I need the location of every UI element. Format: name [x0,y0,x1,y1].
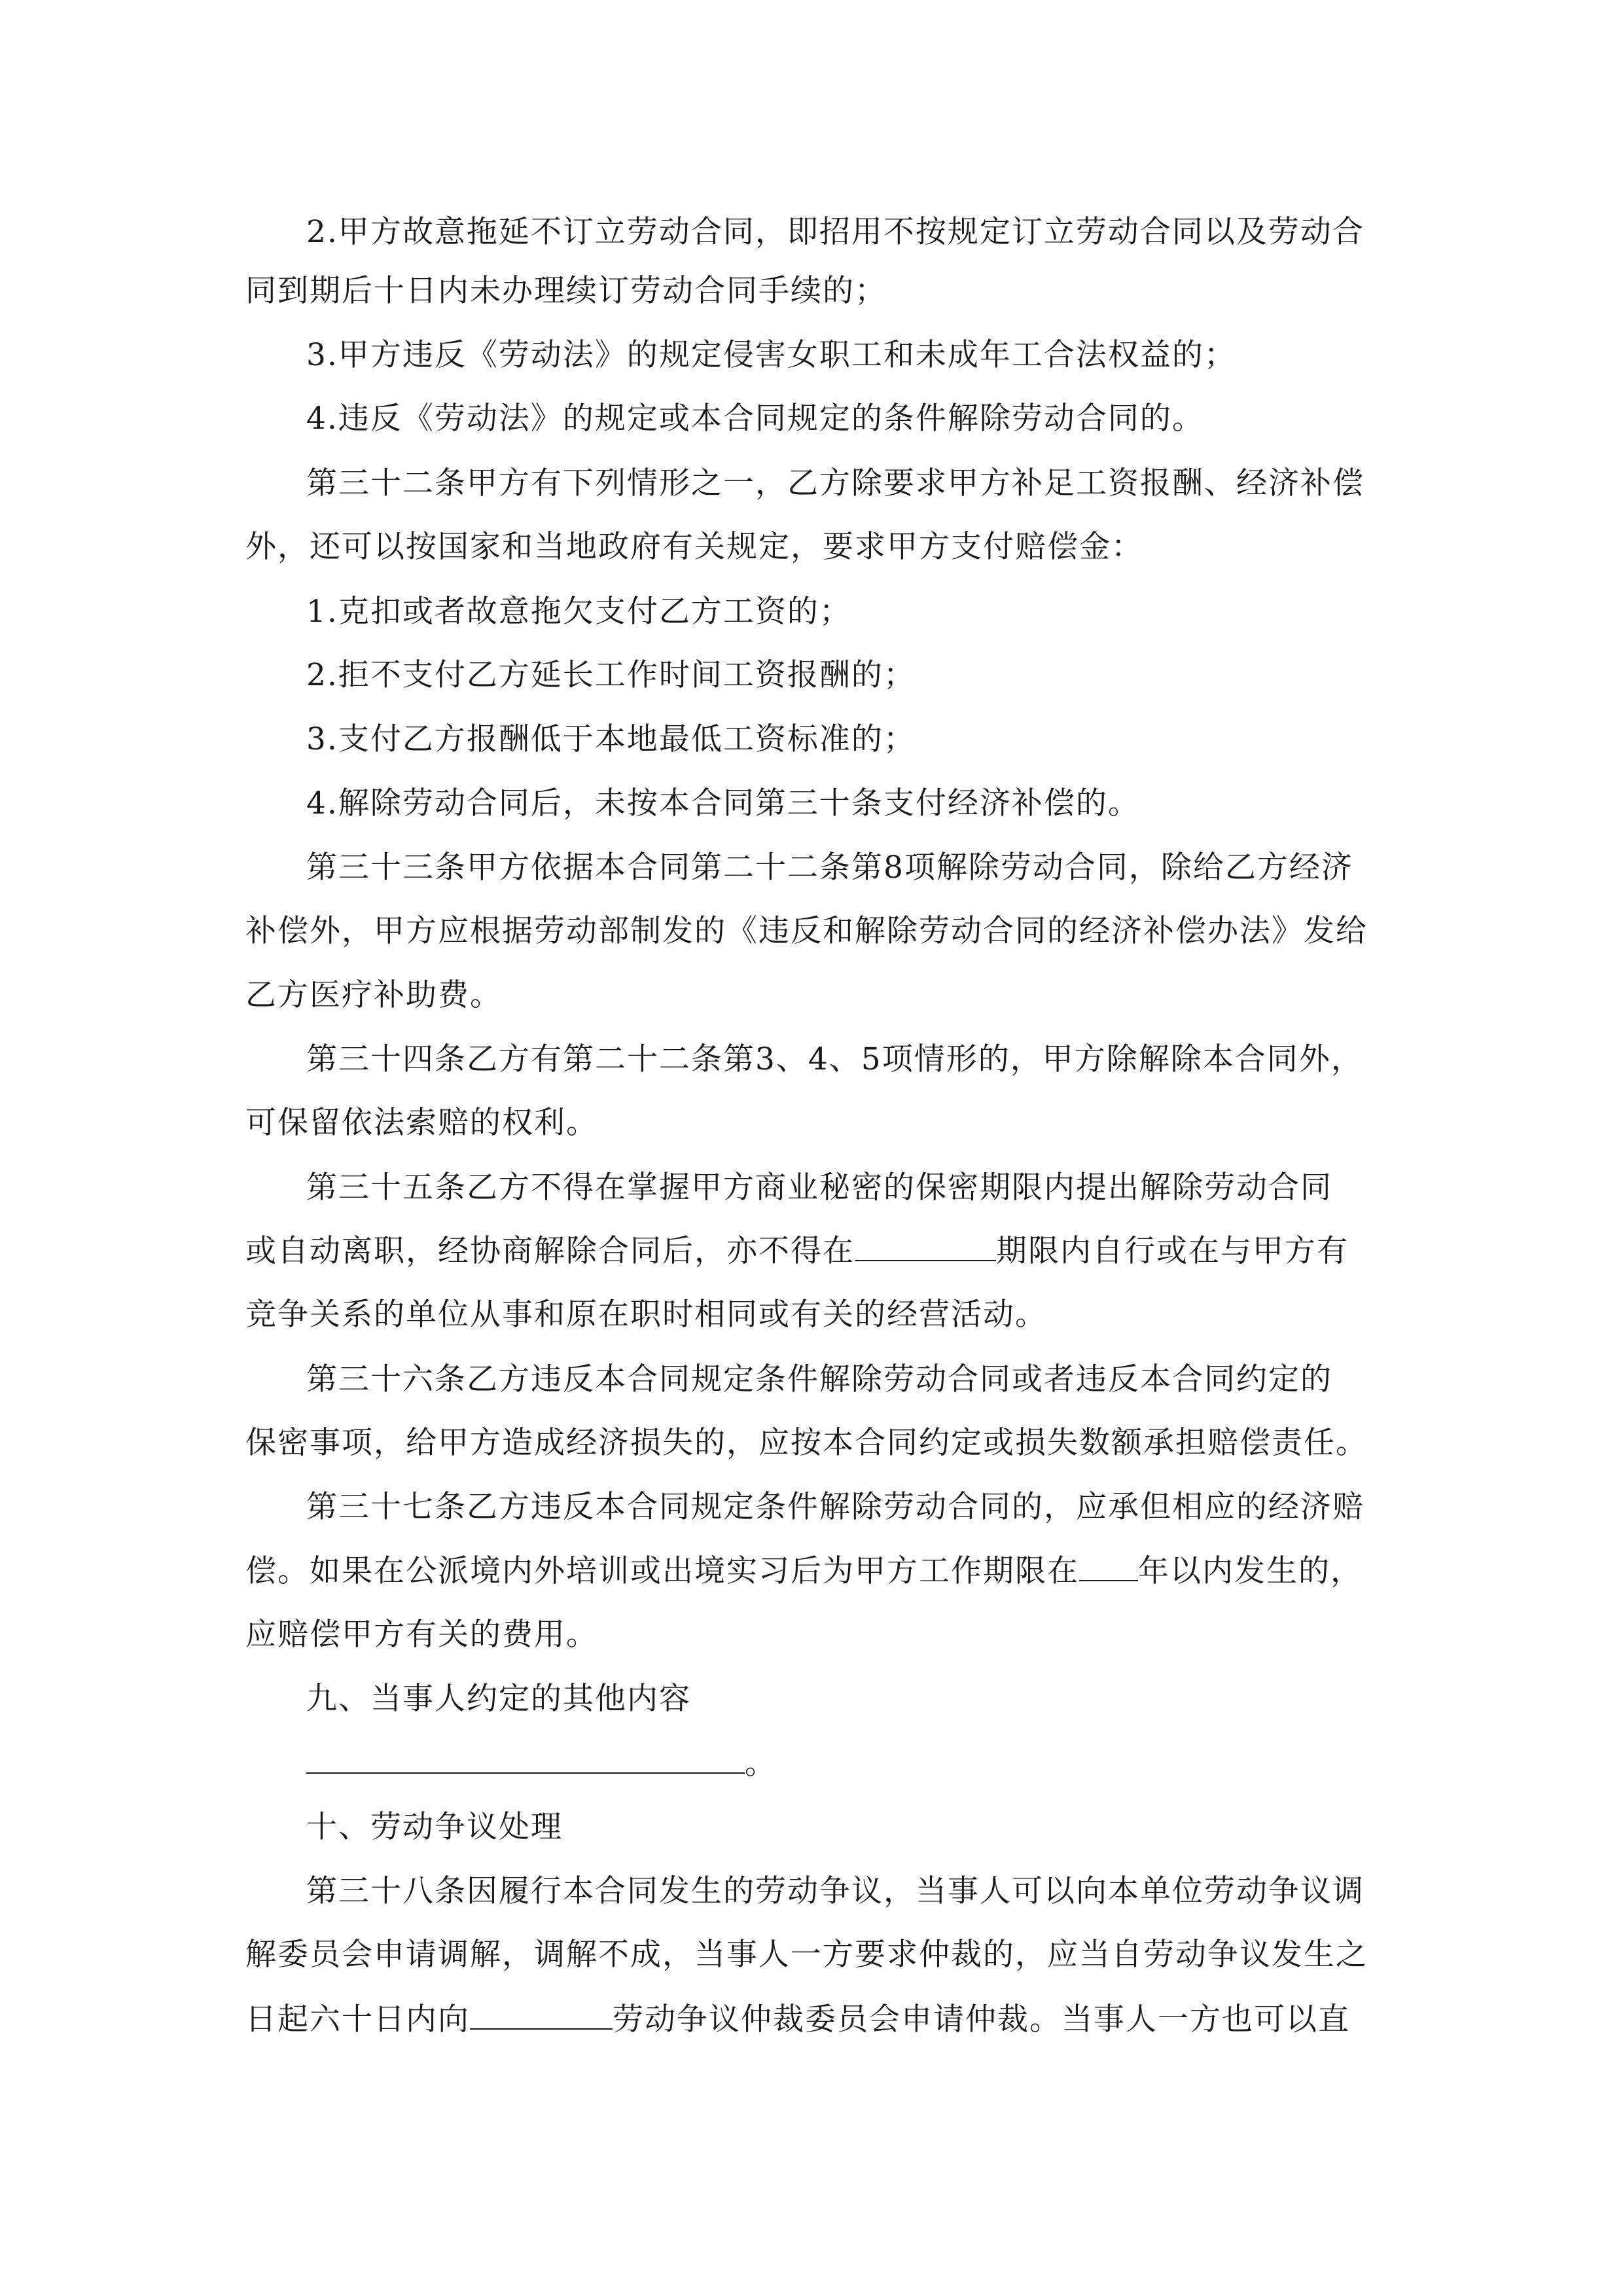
text-segment: 劳动争议仲裁委员会申请仲裁。当事人一方也可以直 [613,2001,1350,2037]
fill-blank-field[interactable] [1079,1551,1138,1581]
text-line: 乙方医疗补助费。 [245,977,502,1013]
text-line: 第三十八条因履行本合同发生的劳动争议，当事人可以向本单位劳动争议调 [306,1873,1364,1909]
text-line [245,1231,1623,1271]
text-segment: 年以内发生的， [1138,1553,1363,1589]
text-line: 应赔偿甲方有关的费用。 [245,1617,598,1653]
text-segment: 。 [745,1746,777,1782]
text-line: 补偿外，甲方应根据劳动部制发的《违反和解除劳动合同的经济补偿办法》发给 [245,913,1368,949]
text-segment: 期限内自行或在与甲方有 [996,1233,1349,1269]
text-line: 保密事项，给甲方造成经济损失的，应按本合同约定或损失数额承担赔偿责任。 [245,1425,1368,1461]
text-line [245,2000,1623,2039]
text-segment: 偿。如果在公派境内外培训或出境实习后为甲方工作期限在 [245,1553,1079,1589]
text-line: 第三十三条甲方依据本合同第二十二条第8项解除劳动合同，除给乙方经济 [306,850,1353,886]
text-line: 2.拒不支付乙方延长工作时间工资报酬的； [306,657,916,693]
text-line [306,1744,1623,1784]
text-line: 4.解除劳动合同后，未按本合同第三十条支付经济补偿的。 [306,785,1140,821]
text-line: 1.克扣或者故意拖欠支付乙方工资的； [306,594,851,630]
text-line: 2.甲方故意拖延不订立劳动合同，即招用不按规定订立劳动合同以及劳动合 [306,214,1364,250]
text-line: 竞争关系的单位从事和原在职时相同或有关的经营活动。 [245,1297,1047,1333]
fill-blank-field[interactable] [470,2000,613,2030]
text-line: 第三十六条乙方违反本合同规定条件解除劳动合同或者违反本合同约定的 [306,1361,1332,1397]
section-heading: 十、劳动争议处理 [306,1809,563,1845]
text-segment: 日起六十日内向 [245,2001,470,2037]
text-line: 可保留依法索赔的权利。 [245,1105,598,1141]
fill-blank-field[interactable] [306,1744,745,1774]
text-line: 4.违反《劳动法》的规定或本合同规定的条件解除劳动合同的。 [306,401,1204,437]
section-heading: 九、当事人约定的其他内容 [306,1681,691,1717]
text-line: 第三十四条乙方有第二十二条第3、4、5项情形的，甲方除解除本合同外， [306,1041,1363,1077]
text-line: 第三十七条乙方违反本合同规定条件解除劳动合同的，应承但相应的经济赔 [306,1489,1364,1525]
text-line: 第三十五条乙方不得在掌握甲方商业秘密的保密期限内提出解除劳动合同 [306,1170,1332,1206]
text-line: 第三十二条甲方有下列情形之一，乙方除要求甲方补足工资报酬、经济补偿 [306,465,1364,501]
text-line: 同到期后十日内未办理续订劳动合同手续的； [245,273,887,309]
text-line: 解委员会申请调解，调解不成，当事人一方要求仲裁的，应当自劳动争议发生之 [245,1937,1368,1973]
text-line: 3.甲方违反《劳动法》的规定侵害女职工和未成年工合法权益的； [306,337,1236,373]
text-segment: 或自动离职，经协商解除合同后，亦不得在 [245,1233,855,1269]
text-line [245,1551,1623,1591]
text-line: 外，还可以按国家和当地政府有关规定，要求甲方支付赔偿金： [245,529,1143,565]
text-line: 3.支付乙方报酬低于本地最低工资标准的； [306,721,916,757]
fill-blank-field[interactable] [855,1231,996,1261]
